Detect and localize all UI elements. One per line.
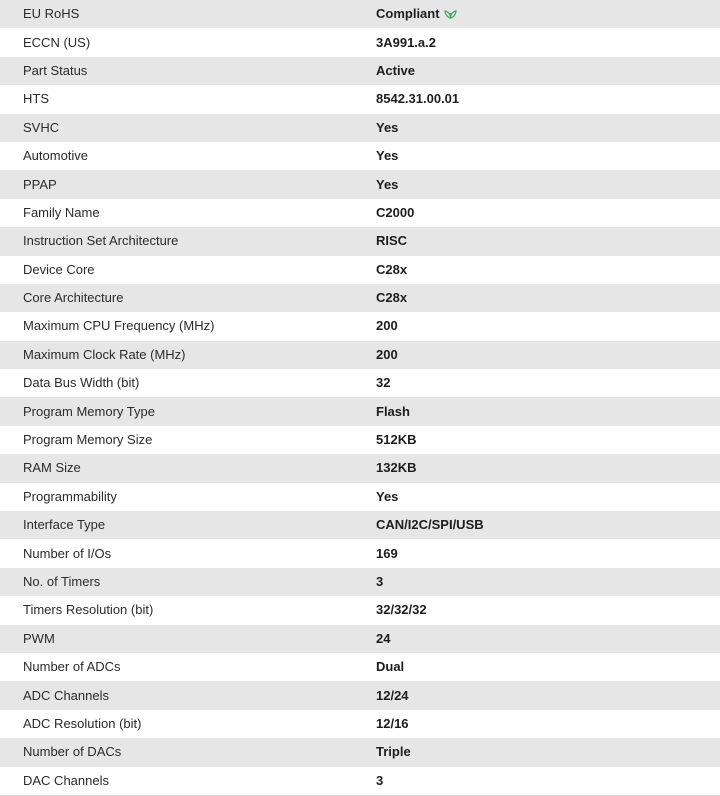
spec-value: RISC <box>376 233 408 249</box>
table-row <box>0 227 720 255</box>
table-row <box>0 57 720 85</box>
table-row <box>0 284 720 312</box>
spec-label: ECCN (US) <box>23 34 91 50</box>
spec-label: PPAP <box>23 176 57 192</box>
table-row <box>0 369 720 397</box>
spec-value: 512KB <box>376 432 417 448</box>
table-row <box>0 568 720 596</box>
spec-value: 32/32/32 <box>376 602 427 618</box>
spec-label: SVHC <box>23 119 60 135</box>
spec-label: Number of I/Os <box>23 545 112 561</box>
spec-value: Yes <box>376 119 399 135</box>
table-row <box>0 142 720 170</box>
spec-value: 3 <box>376 574 384 589</box>
table-row <box>0 653 720 681</box>
table-row <box>0 738 720 766</box>
table-row <box>0 28 720 56</box>
spec-value <box>376 0 720 28</box>
spec-value: 169 <box>376 545 398 561</box>
spec-value: 200 <box>376 346 398 362</box>
table-row <box>0 511 720 539</box>
spec-value: 3A991.a.2 <box>376 34 436 50</box>
spec-label: Maximum CPU Frequency (MHz) <box>23 318 215 334</box>
spec-value: 12/16 <box>376 715 409 731</box>
spec-label: Number of DACs <box>23 744 122 760</box>
spec-value: CAN/I2C/SPI/USB <box>376 517 484 533</box>
spec-value: 32 <box>376 375 391 391</box>
spec-label: Interface Type <box>23 517 106 533</box>
table-row <box>0 0 720 28</box>
spec-label: EU RoHS <box>23 6 80 22</box>
table-row <box>0 85 720 113</box>
spec-label: Number of ADCs <box>23 659 121 675</box>
spec-value: Yes <box>376 488 399 504</box>
table-row <box>0 625 720 653</box>
spec-value: 8542.31.00.01 <box>376 91 460 107</box>
table-row <box>0 710 720 738</box>
spec-value: Active <box>376 62 416 78</box>
spec-value: 132KB <box>376 460 417 476</box>
spec-label: Core Architecture <box>23 290 124 306</box>
spec-label: Automotive <box>23 148 89 164</box>
spec-label: Program Memory Size <box>23 432 153 448</box>
table-row <box>0 256 720 284</box>
spec-label: Part Status <box>23 62 88 78</box>
table-row <box>0 539 720 567</box>
spec-label: No. of Timers <box>23 574 101 589</box>
spec-value: Flash <box>376 403 410 419</box>
spec-label: HTS <box>23 91 49 107</box>
table-row <box>0 397 720 425</box>
spec-label: Programmability <box>23 488 117 504</box>
spec-label: RAM Size <box>23 460 81 476</box>
spec-value: C28x <box>376 290 408 306</box>
table-row <box>0 114 720 142</box>
spec-value: C2000 <box>376 204 415 220</box>
spec-label: ADC Channels <box>23 687 109 703</box>
spec-label: DAC Channels <box>23 772 109 788</box>
spec-label: Instruction Set Architecture <box>23 233 179 249</box>
table-row <box>0 426 720 454</box>
table-row <box>0 767 720 795</box>
spec-value: Yes <box>376 148 399 164</box>
spec-value: Triple <box>376 744 411 760</box>
table-row <box>0 681 720 709</box>
spec-value: Yes <box>376 176 399 192</box>
spec-label: PWM <box>23 630 55 646</box>
spec-label: ADC Resolution (bit) <box>23 715 142 731</box>
table-row <box>0 312 720 340</box>
table-row <box>0 199 720 227</box>
spec-label: Program Memory Type <box>23 403 155 419</box>
spec-value: C28x <box>376 261 408 277</box>
table-row <box>0 454 720 482</box>
spec-value: 200 <box>376 318 398 334</box>
spec-label: Timers Resolution (bit) <box>23 602 154 618</box>
spec-value: 12/24 <box>376 687 409 703</box>
spec-value: 3 <box>376 772 384 788</box>
table-row <box>0 483 720 511</box>
spec-value: 24 <box>376 630 391 646</box>
spec-label: Family Name <box>23 204 100 220</box>
table-row <box>0 170 720 198</box>
table-row <box>0 341 720 369</box>
spec-value-text: Compliant <box>376 6 440 22</box>
spec-label: Maximum Clock Rate (MHz) <box>23 346 186 362</box>
spec-label: Data Bus Width (bit) <box>23 375 140 391</box>
spec-value: Dual <box>376 659 405 675</box>
leaf-icon <box>444 8 457 19</box>
spec-label: Device Core <box>23 261 95 277</box>
table-row <box>0 596 720 624</box>
